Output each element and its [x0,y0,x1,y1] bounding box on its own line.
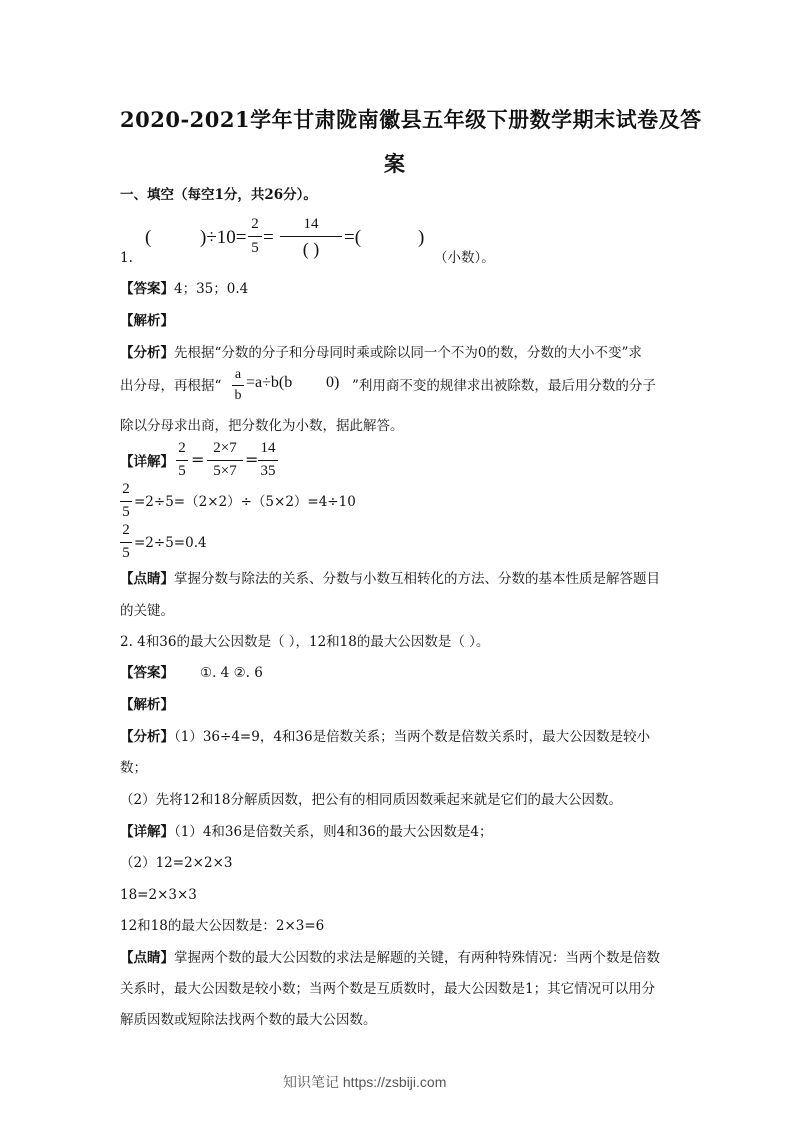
xj-f3-den: 35 [260,463,276,479]
xiangjie-label: 【详解】 [120,824,174,840]
q1-number: 1. [120,250,133,266]
q1-dianjing-text1: 掌握分数与除法的关系、分数与小数互相转化的方法、分数的基本性质是解答题目 [174,571,660,587]
xj-f3-bar [258,460,278,461]
xiangjie-label: 【详解】 [120,454,174,470]
q1-rule-ne: 0) [326,374,340,391]
q1-frac1-den: 5 [251,240,259,256]
dianjing-label: 【点睛】 [120,571,174,587]
q2-fenxi-line3: （2）先将12和18分解质因数，把公有的相同质因数乘起来就是它们的最大公因数。 [120,792,622,808]
q1-frac1-bar [248,236,262,237]
l3-den: 5 [122,545,130,561]
q2-dianjing-line1 [120,952,660,966]
q1-fenxi-line1 [120,347,642,361]
q2-jiexi: 【解析】 [120,697,174,713]
xj-f1-bar [176,460,188,461]
fenxi-label: 【分析】 [120,729,174,745]
q1-rule-den: b [234,388,242,403]
page-title-line2: 案 [384,151,406,176]
xj-f3-num: 14 [260,440,276,456]
xj-eq1: = [191,450,205,469]
l2-den: 5 [122,504,130,520]
q2-fenxi-text1: （1）36÷4=9，4和36是倍数关系；当两个数是倍数关系时，最大公因数是较小 [174,729,651,745]
xj-f2-bar [207,460,243,461]
q2-dianjing-line2: 关系时，最大公因数是较小数；当两个数是互质数时，最大公因数是1；其它情况可以用分 [120,981,656,997]
q1-rule-rest: =a÷b(b [246,374,293,391]
q2-dianjing-line3: 解质因数或短除法找两个数的最大公因数。 [120,1012,377,1028]
xj-f1-den: 5 [178,463,186,479]
q2-xj-line2: （2）12=2×2×3 [120,855,233,871]
fenxi-label: 【分析】 [120,345,174,361]
q1-fenxi-line2a: 出分母，再根据“ [120,378,222,394]
l3-num: 2 [122,522,130,538]
q1-frac2-num: 14 [303,216,319,232]
l3-bar [120,542,132,543]
answer-label: 【答案】 [120,281,174,297]
q1-answer-row [120,283,248,297]
l3-text: =2÷5=0.4 [134,535,207,551]
q1-div-ten: )÷10= [200,227,247,248]
q2-dianjing-text1: 掌握两个数的最大公因数的求法是解题的关键，有两种特殊情况：当两个数是倍数 [174,950,660,966]
q2-xj-text1: （1）4和36是倍数关系，则4和36的最大公因数是4； [174,824,493,840]
q2-xiangjie-line1 [120,826,492,840]
l2-bar [120,501,132,502]
footer-watermark: 知识笔记 https://zsbiji.com [283,1074,447,1090]
q1-frac1-num: 2 [251,216,259,232]
q1-fenxi-line3: 除以分母求出商，把分数化为小数，据此解答。 [120,418,404,434]
q2-fenxi-line2: 数； [120,760,147,776]
q1-paren-close: ) [418,227,425,248]
q1-jiexi: 【解析】 [120,313,174,329]
q1-tail: （小数）。 [434,250,495,266]
q1-fenxi-text1: 先根据“分数的分子和分母同时乘或除以同一个不为0的数，分数的大小不变”求 [174,345,642,361]
q2-xj-line4: 12和18的最大公因数是：2×3=6 [120,918,325,934]
q2-answer-row [120,667,263,681]
answer-label: 【答案】 [120,665,174,681]
q2-question: 2. 4和36的最大公因数是（ ），12和18的最大公因数是（ ）。 [120,634,490,650]
q1-dianjing-line1 [120,573,660,587]
q1-answer: 4；35；0.4 [174,281,249,297]
q1-frac2-den: ( ) [302,239,320,259]
xj-f2-num: 2×7 [213,440,237,456]
dianjing-label: 【点睛】 [120,950,174,966]
page-title-line1: 2020-2021学年甘肃陇南徽县五年级下册数学期末试卷及答 [120,107,702,132]
q1-dianjing-line2: 的关键。 [120,603,174,619]
l2-text: =2÷5=（2×2）÷（5×2）=4÷10 [134,494,356,510]
q1-eq1: = [263,227,274,248]
section-heading: 一、填空（每空1分，共26分）。 [120,187,317,203]
xj-eq2: = [245,450,259,469]
q2-fenxi-line1 [120,731,650,745]
q1-paren-open: ( [145,227,152,248]
q1-frac2-bar [280,236,342,237]
q1-rule-bar [232,385,244,386]
q1-fenxi-line2b: ”利用商不变的规律求出被除数，最后用分数的分子 [352,378,656,394]
q2-xj-line3: 18=2×3×3 [120,887,197,903]
q1-eq2: =( [344,227,362,248]
l2-num: 2 [122,481,130,497]
q1-rule-num: a [234,367,242,382]
q2-answer: ①. 4 ②. 6 [200,665,263,681]
xj-f1-num: 2 [178,440,186,456]
xj-f2-den: 5×7 [213,463,237,479]
